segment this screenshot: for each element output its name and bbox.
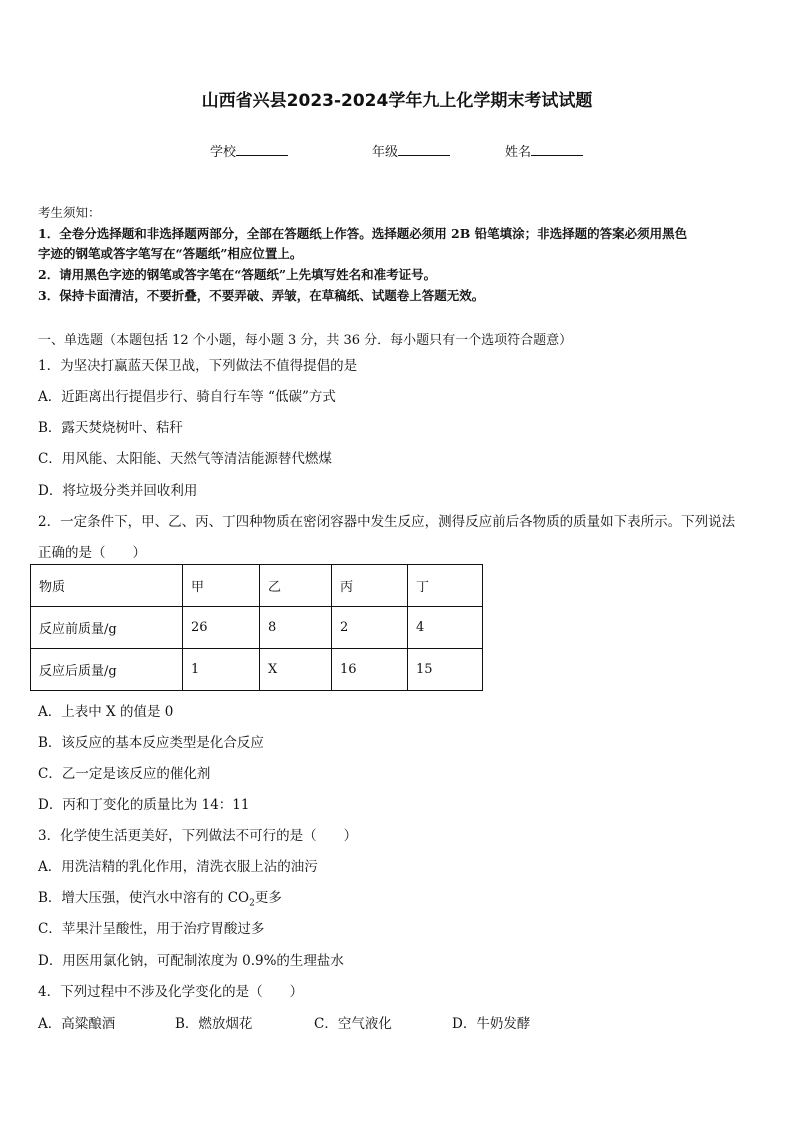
q1-option-a: A．近距离出行提倡步行、骑自行车等 “低碳”方式: [38, 389, 336, 405]
grade-field: [372, 141, 450, 160]
name-label: 姓名: [505, 145, 532, 160]
school-label: 学校: [210, 145, 237, 160]
table-cell: 26: [183, 607, 260, 649]
table-cell: 反应后质量/g: [31, 649, 183, 691]
name-blank: [531, 143, 583, 156]
table-row: [31, 649, 483, 691]
school-blank: [236, 143, 288, 156]
table-cell: 反应前质量/g: [31, 607, 183, 649]
table-cell: 8: [260, 607, 332, 649]
notice-line-1a: 1．全卷分选择题和非选择题两部分，全部在答题纸上作答。选择题必须用 2B 铅笔填涂；非选择题的答案必须用黑色: [38, 226, 688, 241]
page-title: 山西省兴县2023-2024学年九上化学期末考试试题: [201, 91, 593, 111]
q3-option-c: C．苹果汁呈酸性，用于治疗胃酸过多: [38, 921, 265, 937]
grade-blank: [398, 143, 450, 156]
q3-option-b: [38, 886, 282, 909]
q4-option-c: C．空气液化: [314, 1016, 392, 1032]
q4-option-a: A．高粱酿酒: [38, 1016, 116, 1032]
q2-stem-line1: 2．一定条件下，甲、乙、丙、丁四种物质在密闭容器中发生反应，测得反应前后各物质的质量如下表所示。下列说法: [38, 514, 736, 530]
notice-line-3: 3．保持卡面清洁，不要折叠，不要弄破、弄皱，在草稿纸、试题卷上答题无效。: [38, 288, 485, 303]
q3-stem: 3．化学使生活更美好，下列做法不可行的是（ ）: [38, 828, 358, 844]
table-row: [31, 607, 483, 649]
q3-option-d: D．用医用氯化钠，可配制浓度为 0.9%的生理盐水: [38, 953, 344, 969]
table-cell: 丙: [332, 565, 408, 607]
notice-line-1b: 字迹的钢笔或答字笔写在“答题纸”相应位置上。: [38, 246, 303, 261]
table-cell: 1: [183, 649, 260, 691]
mass-table: [30, 564, 483, 691]
q3-option-b-text: B．增大压强，使汽水中溶有的 CO: [38, 890, 250, 906]
table-cell: 丁: [408, 565, 483, 607]
q1-option-b: B．露天焚烧树叶、秸秆: [38, 420, 183, 436]
school-field: [210, 141, 288, 160]
table-cell: 4: [408, 607, 483, 649]
notice-line-2: 2．请用黑色字迹的钢笔或答字笔在“答题纸”上先填写姓名和准考证号。: [38, 267, 437, 282]
q4-stem: 4．下列过程中不涉及化学变化的是（ ）: [38, 984, 304, 1000]
table-cell: 16: [332, 649, 408, 691]
q4-option-d: D．牛奶发酵: [452, 1016, 531, 1032]
table-cell: 乙: [260, 565, 332, 607]
name-field: [505, 141, 583, 160]
table-cell: 2: [332, 607, 408, 649]
q3-option-b-tail: 更多: [254, 890, 282, 906]
table-cell: 15: [408, 649, 483, 691]
q1-stem: 1．为坚决打赢蓝天保卫战，下列做法不值得提倡的是: [38, 358, 358, 374]
q1-option-d: D．将垃圾分类并回收利用: [38, 483, 198, 499]
q4-option-b: B．燃放烟花: [175, 1016, 253, 1032]
q3-option-a: A．用洗洁精的乳化作用，清洗衣服上沾的油污: [38, 859, 318, 875]
co2-subscript: 2: [249, 898, 255, 909]
q2-option-c: C．乙一定是该反应的催化剂: [38, 766, 211, 782]
table-cell: 物质: [31, 565, 183, 607]
q2-option-d: D．丙和丁变化的质量比为 14：11: [38, 797, 250, 813]
table-header-row: [31, 565, 483, 607]
q2-option-a: A．上表中 X 的值是 0: [38, 704, 174, 720]
q2-stem-line2: 正确的是（ ）: [38, 545, 146, 561]
table-cell: 甲: [183, 565, 260, 607]
section-heading: 一、单选题（本题包括 12 个小题，每小题 3 分，共 36 分．每小题只有一个选项符合题意）: [38, 333, 573, 348]
notice-heading: 考生须知：: [38, 205, 101, 220]
grade-label: 年级: [372, 145, 399, 160]
q2-option-b: B．该反应的基本反应类型是化合反应: [38, 735, 264, 751]
table-cell: X: [260, 649, 332, 691]
q1-option-c: C．用风能、太阳能、天然气等清洁能源替代燃煤: [38, 451, 332, 467]
